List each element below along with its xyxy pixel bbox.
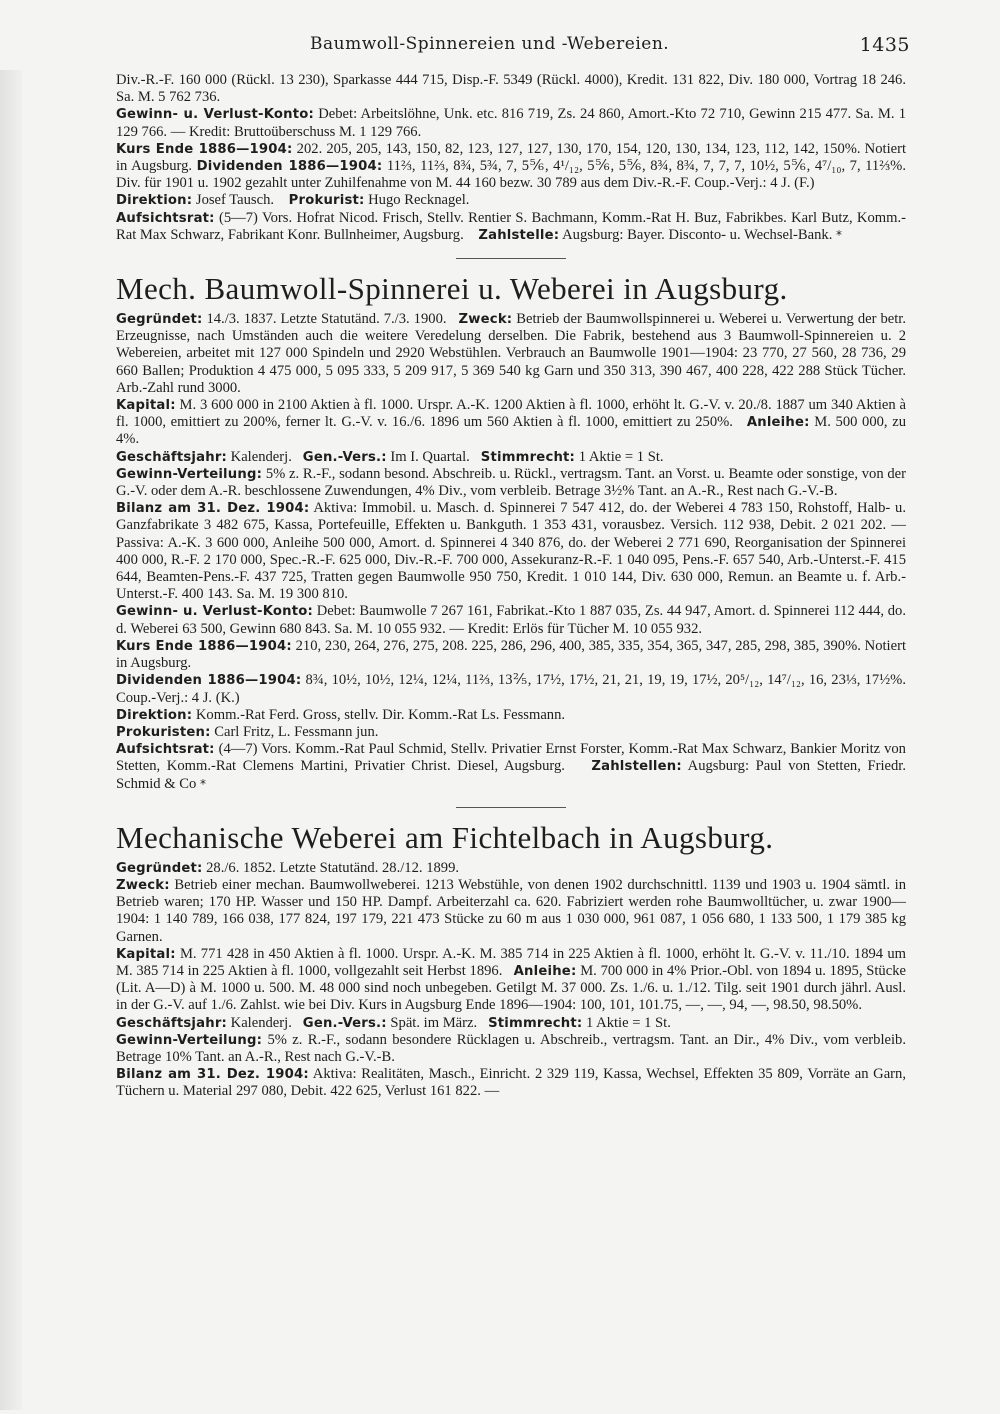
capital-paragraph (116, 397, 906, 449)
stimmrecht-text: 1 Aktie = 1 St. (578, 448, 664, 465)
profit-distribution-paragraph (116, 1032, 906, 1066)
zweck-text: Betrieb der Baumwollspinnerei u. Weberei u. Verwertung der betr. Erzeugnisse, nach Umständen auch die weitere Veredelung derselben. Die Fabrik, bestehend aus 3 Baumwoll-Spinnereien u. 2 Webereien, arbeitet mit 127 000 Spindeln und 2920 Webstühlen. Verbrauch an Baumwolle 1901—1904: 23 770, 27 560, 28 736, 29 660 Ballen; Produktion 4 475 000, 5 095 333, 5 209 917, 5 369 540 kg Garn und 350 313, 390 467, 400 228, 422 288 Stück Tücher. Arb.-Zahl rund 3000. (116, 311, 906, 396)
section-divider (456, 258, 566, 259)
kapital-label: Kapital: (116, 398, 176, 414)
fiscal-paragraph (116, 449, 906, 466)
dividends-label: Dividenden 1886—1904: (116, 673, 302, 689)
anleihe-text: M. 700 000 in 4% Prior.-Obl. von 1894 u. 1895, Stücke (Lit. A—D) à M. 1000 u. 500. M. 48 000 sind noch unbegeben. Getilgt M. 37 000. Zs. 1./6. u. 1./12. Tilg. seit 1901 durch jährl. Ausl. in der G.-V. auf 1./6. Zahlst. wie bei Div. Kurs in Augsburg Ende 1896—1904: 100, 101, 101.75, —, —, 94, —, 98.50, 98.50%. (116, 962, 906, 1014)
balance-paragraph (116, 500, 906, 603)
gen-vers-label: Gen.-Vers.: (302, 1015, 387, 1031)
direktion-paragraph (116, 707, 906, 724)
bilanz-text: Aktiva: Realitäten, Masch., Einricht. 2 329 119, Kassa, Wechsel, Effekten 35 809, Vorräte an Garn, Tüchern u. Material 297 080, Debit. 422 625, Verlust 161 822. — (116, 1066, 906, 1100)
zahlstellen-text: Augsburg: Paul von Stetten, Friedr. Schmid & Co (116, 758, 906, 792)
founding-paragraph (116, 860, 906, 877)
gen-vers-text: Im I. Quartal. (390, 448, 470, 465)
aufsichtsrat-label: Aufsichtsrat: (116, 210, 215, 226)
founding-paragraph (116, 311, 906, 397)
direktion-text: Komm.-Rat Ferd. Gross, stellv. Dir. Komm.-Rat Ls. Fessmann. (195, 706, 566, 723)
gewinn-verteilung-text: 5% z. R.-F., sodann besondere Rücklagen u. Abschreib., vertragsm. Tant. an Dir., 4% Div., vom verbleib. Betrage 10% Tant. an A.-R., Rest nach G.-V.-B. (116, 1031, 906, 1065)
profit-loss-paragraph (116, 603, 906, 637)
gegruendet-text: 14./3. 1837. Letzte Statutänd. 7./3. 1900. (206, 311, 447, 328)
dividends-text: 11⅔, 11⅔, 8¾, 5¾, 7, 5⅚, 4¹/₁₂, 5⅚, 5⅚, 8¾, 8¾, 7, 7, 7, 10½, 5⅚, 4⁷/₁₀, 7, 11⅔%. Div. für 1901 u. 1902 gezahlt unter Zuhilfenahme von M. 44 160 bezw. 30 789 aus dem Div.-R.-F. Coup.-Verj.: 4 J. (F.) (116, 158, 906, 192)
gegruendet-label: Gegründet: (116, 860, 203, 876)
section-divider (456, 807, 566, 808)
zahlstelle-text: Augsburg: Bayer. Disconto- u. Wechsel-Bank. (562, 226, 833, 243)
geschaeftsjahr-text: Kalenderj. (230, 1014, 292, 1031)
profit-loss-label: Gewinn- u. Verlust-Konto: (116, 107, 314, 123)
balance-paragraph (116, 1066, 906, 1100)
profit-distribution-paragraph (116, 466, 906, 500)
gegruendet-label: Gegründet: (116, 312, 203, 328)
bilanz-label: Bilanz am 31. Dez. 1904: (116, 501, 310, 517)
dividends-text: 8¾, 10½, 10½, 12¼, 12¼, 11⅔, 13⅖, 17½, 17½, 21, 21, 19, 19, 17½, 20⁵/₁₂, 14⁷/₁₂, 16, 23⅓, 17½%. Coup.-Verj.: 4 J. (K.) (116, 672, 906, 706)
zweck-label: Zweck: (116, 877, 170, 893)
zweck-label: Zweck: (458, 312, 513, 328)
zweck-text: Betrieb einer mechan. Baumwollweberei. 1213 Webstühle, von denen 1902 durchschnittl. 1139 und 1903 u. 1904 sämtl. in Betrieb waren; 170 HP. Wasser und 150 HP. Dampf. Arbeiterzahl ca. 620. Fabriziert werden rohe Baumwolltücher, u. zwar 1900—1904: 1 140 789, 166 038, 177 824, 197 179, 221 473 Stücke zu 60 m aus 1 030 000, 961 087, 1 056 680, 1 133 500, 1 179 385 kg Garnen. (116, 876, 906, 945)
adjacent-page-edge (0, 70, 22, 1410)
capital-paragraph (116, 946, 906, 1015)
entry-continuation (116, 72, 906, 244)
anleihe-label: Anleihe: (513, 963, 577, 979)
stimmrecht-label: Stimmrecht: (480, 449, 576, 465)
direktion-label: Direktion: (116, 193, 193, 209)
prokurist-label: Prokurist: (288, 193, 365, 209)
purpose-paragraph (116, 877, 906, 946)
profit-loss-label: Gewinn- u. Verlust-Konto: (116, 604, 313, 620)
price-history-paragraph (116, 141, 906, 193)
geschaeftsjahr-label: Geschäftsjahr: (116, 1015, 227, 1031)
fiscal-paragraph (116, 1015, 906, 1032)
price-history-label: Kurs Ende 1886—1904: (116, 638, 292, 654)
aufsichtsrat-label: Aufsichtsrat: (116, 742, 215, 758)
page-header (110, 34, 910, 60)
balance-continuation: Div.-R.-F. 160 000 (Rückl. 13 230), Sparkasse 444 715, Disp.-F. 5349 (Rückl. 4000), Kredit. 131 822, Div. 180 000, Vortrag 18 246. Sa. M. 5 762 736. (116, 72, 906, 106)
prokuristen-text: Carl Fritz, L. Fessmann jun. (214, 723, 379, 740)
page-content (116, 72, 906, 1101)
gen-vers-label: Gen.-Vers.: (302, 449, 387, 465)
aufsichtsrat-text: (5—7) Vors. Hofrat Nicod. Frisch, Stellv. Rentier S. Bachmann, Komm.-Rat H. Buz, Fabrikbes. Karl Butz, Komm.-Rat Max Schwarz, Fabrikant Konr. Bullnheimer, Augsburg. (116, 209, 906, 243)
bilanz-text: Aktiva: Immobil. u. Masch. d. Spinnerei 7 547 412, do. der Weberei 4 783 150, Rohstoff, Halb- u. Ganzfabrikate 3 482 675, Kassa, Portefeuille, Effekten u. Bankguth. 1 353 431, vorausbez. Versich. 112 938, Debit. 2 021 202. — Passiva: A.-K. 3 600 000, Anleihe 500 000, Amort. d. Spinnerei 4 340 876, do. der Weberei 2 771 690, Reorganisation der Spinnerei 400 000, R.-F. 2 170 000, Spec.-R.-F. 625 000, Div.-R.-F. 700 000, Assekuranz-R.-F. 1 040 095, Pens.-F. 657 540, Arb.-Unterst.-F. 415 644, Beamten-Pens.-F. 437 725, Tratten gegen Baumwolle 950 750, Kredit. 1 010 144, Div. 630 000, Remun. an Beamte u. f. Arb.-Unterst.-F. 400 143. Sa. M. 19 300 810. (116, 500, 907, 603)
anleihe-text: M. 500 000, zu 4%. (116, 414, 906, 448)
company-title: Mechanische Weberei am Fichtelbach in Augsburg. (116, 819, 774, 855)
entry-end-star: * (836, 227, 843, 242)
profit-loss-text: Debet: Arbeitslöhne, Unk. etc. 816 719, Zs. 24 860, Amort.-Kto 72 710, Gewinn 215 477. Sa. M. 1 129 766. — Kredit: Bruttoüberschuss M. 1 129 766. (116, 106, 907, 140)
zahlstellen-label: Zahlstellen: (591, 759, 682, 775)
kapital-text: M. 771 428 in 450 Aktien à fl. 1000. Urspr. A.-K. M. 385 714 in 225 Aktien à fl. 1000, erhöht lt. G.-V. v. 11./10. 1894 um M. 385 714 in 225 Aktien à fl. 1000, vollgezahlt seit Herbst 1896. (116, 945, 906, 979)
geschaeftsjahr-text: Kalenderj. (230, 448, 292, 465)
prokurist-text: Hugo Recknagel. (368, 192, 470, 209)
anleihe-label: Anleihe: (746, 415, 810, 431)
dividends-label: Dividenden 1886—1904: (196, 159, 383, 175)
price-history-text: 202. 205, 205, 143, 150, 82, 123, 127, 127, 130, 170, 154, 120, 130, 134, 123, 112, 142, 150%. Notiert in Augsburg. (116, 140, 907, 175)
geschaeftsjahr-label: Geschäftsjahr: (116, 449, 227, 465)
dividends-paragraph (116, 672, 906, 706)
aufsichtsrat-text: (4—7) Vors. Komm.-Rat Paul Schmid, Stellv. Privatier Ernst Forster, Komm.-Rat Max Schwarz, Bankier Moritz von Stetten, Komm.-Rat Clemens Martini, Privatier Christ. Diesel, Augsburg. (116, 741, 906, 775)
entry-end-star: * (199, 776, 206, 791)
price-history-text: 210, 230, 264, 276, 275, 208. 225, 286, 296, 400, 385, 335, 354, 365, 347, 285, 298, 385, 390%. Notiert in Augsburg. (116, 637, 906, 672)
gen-vers-text: Spät. im März. (390, 1014, 478, 1031)
profit-loss-paragraph (116, 106, 906, 140)
supervisory-board-paragraph (116, 210, 906, 244)
prokuristen-label: Prokuristen: (116, 724, 211, 740)
management-paragraph (116, 192, 906, 209)
gewinn-verteilung-label: Gewinn-Verteilung: (116, 466, 263, 482)
bilanz-label: Bilanz am 31. Dez. 1904: (116, 1067, 309, 1083)
price-history-label: Kurs Ende 1886—1904: (116, 141, 293, 157)
gewinn-verteilung-text: 5% z. R.-F., sodann besond. Abschreib. u. Rückl., vertragsm. Tant. an Vorst. u. Beamte oder sonstige, von der G.-V. oder dem A.-R. beschlossene Zuwendungen, 4% Div., vom verbleib. Betrage 3½% Tant. an A.-R., Rest nach G.-V.-B. (116, 465, 907, 500)
gegruendet-text: 28./6. 1852. Letzte Statutänd. 28./12. 1899. (206, 859, 460, 876)
profit-loss-text: Debet: Baumwolle 7 267 161, Fabrikat.-Kto 1 887 035, Zs. 44 947, Amort. d. Spinnerei 112 444, do. d. Weberei 63 500, Gewinn 680 843. Sa. M. 10 055 932. — Kredit: Erlös für Tücher M. 10 055 932. (116, 603, 907, 637)
direktion-label: Direktion: (116, 707, 193, 723)
company-entry (116, 271, 906, 793)
company-entry (116, 820, 906, 1101)
kapital-label: Kapital: (116, 946, 176, 962)
zahlstelle-label: Zahlstelle: (478, 227, 560, 243)
direktion-text: Josef Tausch. (195, 192, 275, 209)
company-title: Mech. Baumwoll-Spinnerei u. Weberei in Augsburg. (116, 271, 788, 307)
stimmrecht-label: Stimmrecht: (488, 1015, 583, 1031)
price-history-paragraph (116, 638, 906, 672)
kapital-text: M. 3 600 000 in 2100 Aktien à fl. 1000. Urspr. A.-K. 1200 Aktien à fl. 1000, erhöht lt. G.-V. v. 20./8. 1887 um 340 Aktien à fl. 1000, emittiert zu 200%, ferner lt. G.-V. v. 16./6. 1896 um 560 Aktien à fl. 1000, emittiert zu 250%. (116, 397, 906, 431)
running-title: Baumwoll-Spinnereien und -Webereien. (310, 34, 670, 54)
supervisory-board-paragraph (116, 741, 906, 793)
stimmrecht-text: 1 Aktie = 1 St. (586, 1014, 671, 1031)
page-number: 1435 (859, 34, 910, 56)
gewinn-verteilung-label: Gewinn-Verteilung: (116, 1032, 263, 1048)
prokuristen-paragraph (116, 724, 906, 741)
